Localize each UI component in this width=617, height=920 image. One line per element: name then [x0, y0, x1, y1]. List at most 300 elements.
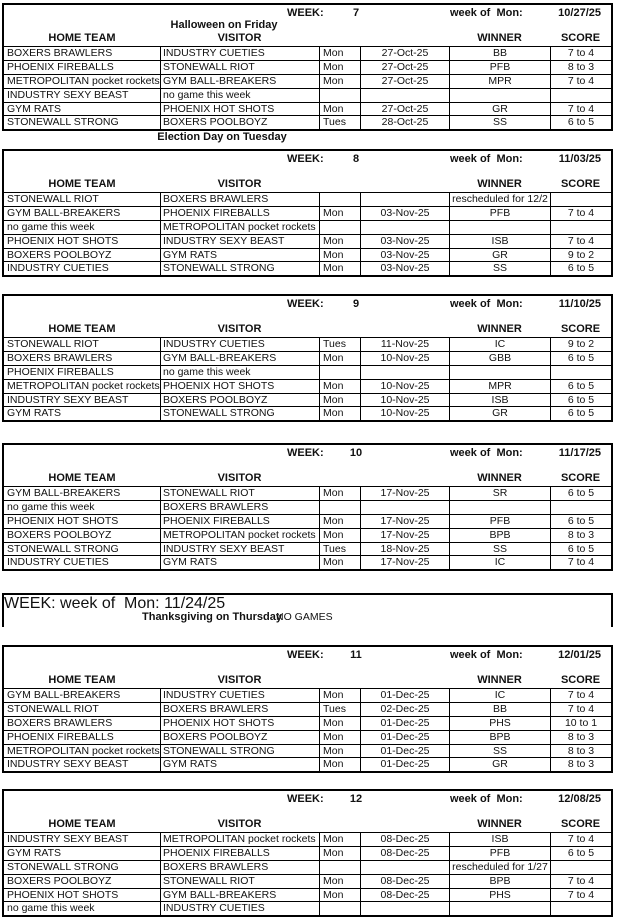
winner-cell: IC: [449, 689, 550, 702]
week-of-date: 12/01/25: [558, 649, 601, 661]
visitor-cell: STONEWALL RIOT: [160, 61, 319, 74]
week-of-label: week of Mon:: [450, 153, 523, 165]
home-team-cell: PHOENIX HOT SHOTS: [7, 514, 119, 527]
game-row: [4, 514, 611, 528]
home-team-cell: PHOENIX FIREBALLS: [7, 365, 114, 378]
score-cell: 7 to 4: [550, 833, 611, 846]
winner-cell: rescheduled for 12/2: [449, 193, 550, 206]
winner-cell: SR: [449, 487, 550, 500]
day-cell: Mon: [319, 352, 360, 365]
day-cell: Tues: [319, 338, 360, 351]
game-row: [4, 220, 611, 234]
day-cell: Mon: [319, 380, 360, 393]
home-team-header: HOME TEAM: [48, 674, 116, 686]
week-of-label: week of Mon:: [450, 649, 523, 661]
visitor-cell: PHOENIX HOT SHOTS: [160, 717, 319, 730]
date-cell: 10-Nov-25: [360, 380, 449, 393]
score-header: SCORE: [560, 472, 601, 484]
week-of-date: 11/10/25: [558, 298, 601, 310]
day-cell: [319, 501, 360, 514]
home-team-cell: STONEWALL STRONG: [7, 860, 119, 873]
visitor-cell: STONEWALL STRONG: [160, 407, 319, 420]
winner-cell: GR: [449, 758, 550, 771]
winner-cell: MPR: [449, 380, 550, 393]
visitor-cell: PHOENIX HOT SHOTS: [160, 380, 319, 393]
week-table-header: [4, 5, 611, 46]
day-cell: Mon: [319, 407, 360, 420]
date-cell: [360, 861, 449, 874]
winner-header: WINNER: [477, 818, 522, 830]
game-row: [4, 406, 611, 420]
score-cell: 7 to 4: [550, 235, 611, 248]
visitor-cell: INDUSTRY CUETIES: [160, 338, 319, 351]
games-rows: [4, 192, 611, 275]
visitor-cell: GYM RATS: [160, 758, 319, 771]
date-cell: 17-Nov-25: [360, 556, 449, 569]
score-cell: 7 to 4: [550, 689, 611, 702]
home-team-cell: PHOENIX FIREBALLS: [7, 60, 114, 73]
score-cell: [550, 193, 611, 206]
day-cell: [319, 193, 360, 206]
home-team-header: HOME TEAM: [48, 472, 116, 484]
home-team-cell: PHOENIX HOT SHOTS: [7, 888, 119, 901]
game-row: [4, 888, 611, 902]
visitor-header: VISITOR: [217, 323, 262, 335]
home-team-cell: GYM BALL-BREAKERS: [7, 206, 121, 219]
home-team-cell: METROPOLITAN pocket rockets: [7, 379, 160, 392]
date-cell: 27-Oct-25: [360, 47, 449, 60]
date-cell: [360, 366, 449, 379]
day-cell: Mon: [319, 394, 360, 407]
holiday-note: Thanksgiving on Thursday: [142, 611, 282, 623]
column-headers: [4, 818, 611, 831]
score-cell: 6 to 5: [550, 262, 611, 275]
visitor-cell: METROPOLITAN pocket rockets: [160, 833, 319, 846]
score-header: SCORE: [560, 178, 601, 190]
game-row: [4, 74, 611, 88]
game-row: [4, 192, 611, 206]
day-cell: Tues: [319, 703, 360, 716]
winner-cell: [449, 366, 550, 379]
week-label: WEEK:: [4, 595, 56, 612]
visitor-header: VISITOR: [217, 32, 262, 44]
week-label: WEEK:: [287, 447, 324, 459]
game-row: [4, 60, 611, 74]
home-team-cell: PHOENIX FIREBALLS: [7, 730, 114, 743]
score-cell: 9 to 2: [550, 338, 611, 351]
visitor-cell: BOXERS POOLBOYZ: [160, 394, 319, 407]
day-cell: Mon: [319, 847, 360, 860]
week-of-date: 11/17/25: [558, 447, 601, 459]
week-of-label: week of Mon:: [450, 7, 523, 19]
score-cell: [550, 89, 611, 102]
day-cell: Mon: [319, 758, 360, 771]
winner-cell: IC: [449, 556, 550, 569]
home-team-cell: BOXERS POOLBOYZ: [7, 528, 112, 541]
date-cell: 10-Nov-25: [360, 407, 449, 420]
home-team-cell: INDUSTRY SEXY BEAST: [7, 393, 129, 406]
visitor-cell: INDUSTRY CUETIES: [160, 902, 319, 915]
score-header: SCORE: [560, 674, 601, 686]
visitor-cell: PHOENIX FIREBALLS: [160, 207, 319, 220]
score-cell: 8 to 3: [550, 731, 611, 744]
winner-cell: PHS: [449, 717, 550, 730]
home-team-header: HOME TEAM: [48, 818, 116, 830]
day-cell: Mon: [319, 487, 360, 500]
week-number: 11: [350, 649, 362, 661]
game-row: [4, 702, 611, 716]
day-cell: [319, 366, 360, 379]
winner-cell: BPB: [449, 529, 550, 542]
day-cell: Mon: [319, 207, 360, 220]
date-cell: 08-Dec-25: [360, 847, 449, 860]
game-row: [4, 365, 611, 379]
visitor-cell: BOXERS POOLBOYZ: [160, 731, 319, 744]
day-cell: Mon: [319, 875, 360, 888]
visitor-cell: STONEWALL RIOT: [160, 875, 319, 888]
column-headers: [4, 178, 611, 191]
home-team-cell: STONEWALL RIOT: [7, 338, 99, 350]
week-number: 7: [352, 7, 360, 19]
visitor-cell: STONEWALL STRONG: [160, 262, 319, 275]
home-team-cell: STONEWALL STRONG: [7, 542, 119, 555]
score-cell: 7 to 4: [550, 47, 611, 60]
day-cell: Tues: [319, 543, 360, 556]
score-cell: [550, 501, 611, 514]
visitor-cell: INDUSTRY SEXY BEAST: [160, 235, 319, 248]
visitor-cell: PHOENIX FIREBALLS: [160, 515, 319, 528]
game-row: [4, 901, 611, 915]
visitor-cell: STONEWALL STRONG: [160, 745, 319, 758]
day-cell: Mon: [319, 61, 360, 74]
week-table: [2, 294, 613, 422]
day-cell: [319, 221, 360, 234]
week-label: WEEK:: [287, 649, 324, 661]
visitor-cell: GYM RATS: [160, 249, 319, 262]
day-cell: Mon: [319, 103, 360, 116]
day-cell: Mon: [319, 249, 360, 262]
day-cell: Mon: [319, 75, 360, 88]
score-cell: 7 to 4: [550, 875, 611, 888]
week-of-date: 11/03/25: [558, 153, 601, 165]
score-header: SCORE: [560, 818, 601, 830]
day-cell: [319, 861, 360, 874]
score-cell: [550, 366, 611, 379]
home-team-cell: BOXERS POOLBOYZ: [7, 874, 112, 887]
no-games-label: NO GAMES: [276, 611, 333, 623]
winner-cell: SS: [449, 262, 550, 275]
winner-cell: [449, 221, 550, 234]
week-of-label: week of Mon:: [450, 447, 523, 459]
game-row: [4, 248, 611, 262]
game-row: [4, 846, 611, 860]
score-header: SCORE: [560, 32, 601, 44]
week-number: 10: [349, 447, 363, 459]
score-cell: 9 to 2: [550, 249, 611, 262]
visitor-header: VISITOR: [217, 472, 262, 484]
week-table: [2, 443, 613, 571]
home-team-header: HOME TEAM: [48, 323, 116, 335]
winner-cell: BB: [449, 703, 550, 716]
day-cell: Mon: [319, 47, 360, 60]
score-cell: 6 to 5: [550, 515, 611, 528]
home-team-cell: STONEWALL STRONG: [7, 116, 119, 129]
column-headers: [4, 472, 611, 485]
games-rows: [4, 46, 611, 129]
visitor-cell: INDUSTRY CUETIES: [160, 47, 319, 60]
home-team-cell: INDUSTRY SEXY BEAST: [7, 833, 129, 845]
score-cell: 7 to 4: [550, 75, 611, 88]
home-team-cell: BOXERS BRAWLERS: [7, 716, 113, 729]
winner-cell: BPB: [449, 731, 550, 744]
score-cell: 6 to 5: [550, 394, 611, 407]
date-cell: [360, 902, 449, 915]
game-row: [4, 206, 611, 220]
date-cell: 28-Oct-25: [360, 116, 449, 129]
week-number: 9: [352, 298, 360, 310]
winner-cell: GBB: [449, 352, 550, 365]
date-cell: 01-Dec-25: [360, 758, 449, 771]
date-cell: 03-Nov-25: [360, 207, 449, 220]
winner-cell: BB: [449, 47, 550, 60]
day-cell: Mon: [319, 689, 360, 702]
week-table: [2, 3, 613, 131]
visitor-header: VISITOR: [217, 818, 262, 830]
game-row: [4, 542, 611, 556]
game-row: [4, 261, 611, 275]
score-cell: 7 to 4: [550, 103, 611, 116]
date-cell: 03-Nov-25: [360, 249, 449, 262]
week-table: [2, 149, 613, 277]
score-cell: 7 to 4: [550, 556, 611, 569]
column-headers: [4, 674, 611, 687]
visitor-cell: BOXERS BRAWLERS: [160, 861, 319, 874]
visitor-cell: METROPOLITAN pocket rockets: [160, 221, 319, 234]
week-label: WEEK:: [287, 153, 324, 165]
week-table-header: [4, 296, 611, 337]
winner-header: WINNER: [477, 323, 522, 335]
score-cell: 6 to 5: [550, 116, 611, 129]
home-team-cell: GYM BALL-BREAKERS: [7, 689, 121, 701]
winner-header: WINNER: [477, 472, 522, 484]
week-label: WEEK:: [287, 793, 324, 805]
game-row: [4, 486, 611, 500]
game-row: [4, 744, 611, 758]
week-table-header: [4, 151, 611, 192]
date-cell: 10-Nov-25: [360, 352, 449, 365]
winner-cell: GR: [449, 407, 550, 420]
score-cell: 7 to 4: [550, 703, 611, 716]
home-team-cell: no game this week: [7, 220, 95, 233]
games-rows: [4, 688, 611, 771]
winner-cell: SS: [449, 745, 550, 758]
game-row: [4, 555, 611, 569]
game-row: [4, 874, 611, 888]
game-row: [4, 688, 611, 702]
week-table-header: [4, 647, 611, 688]
winner-header: WINNER: [477, 674, 522, 686]
home-team-cell: METROPOLITAN pocket rockets: [7, 744, 160, 757]
winner-cell: PHS: [449, 889, 550, 902]
home-team-cell: INDUSTRY SEXY BEAST: [7, 88, 129, 101]
visitor-cell: GYM BALL-BREAKERS: [160, 75, 319, 88]
home-team-cell: GYM RATS: [7, 846, 62, 859]
date-cell: 27-Oct-25: [360, 75, 449, 88]
game-row: [4, 716, 611, 730]
winner-cell: BPB: [449, 875, 550, 888]
visitor-header: VISITOR: [217, 178, 262, 190]
game-row: [4, 115, 611, 129]
week-of-date: 12/08/25: [558, 793, 601, 805]
game-row: [4, 500, 611, 514]
visitor-cell: GYM BALL-BREAKERS: [160, 889, 319, 902]
home-team-cell: STONEWALL RIOT: [7, 702, 99, 715]
score-cell: 6 to 5: [550, 380, 611, 393]
home-team-cell: PHOENIX HOT SHOTS: [7, 234, 119, 247]
home-team-header: HOME TEAM: [48, 32, 116, 44]
home-team-cell: GYM BALL-BREAKERS: [7, 487, 121, 499]
date-cell: [360, 501, 449, 514]
week-number: 12: [349, 793, 363, 805]
date-cell: 08-Dec-25: [360, 889, 449, 902]
game-row: [4, 379, 611, 393]
week-label: WEEK:: [287, 7, 324, 19]
home-team-cell: STONEWALL RIOT: [7, 193, 99, 205]
holiday-note: Halloween on Friday: [170, 19, 278, 31]
game-row: [4, 393, 611, 407]
date-cell: 27-Oct-25: [360, 103, 449, 116]
game-row: [4, 730, 611, 744]
score-cell: 6 to 5: [550, 543, 611, 556]
visitor-cell: PHOENIX HOT SHOTS: [160, 103, 319, 116]
week-label: WEEK:: [287, 298, 324, 310]
visitor-cell: PHOENIX FIREBALLS: [160, 847, 319, 860]
winner-cell: PFB: [449, 515, 550, 528]
date-cell: 08-Dec-25: [360, 875, 449, 888]
game-row: [4, 46, 611, 60]
score-cell: 6 to 5: [550, 352, 611, 365]
score-cell: 6 to 5: [550, 487, 611, 500]
no-games-week-box: [2, 593, 613, 627]
score-cell: 8 to 3: [550, 758, 611, 771]
week-number: 8: [352, 153, 360, 165]
week-of-date: 11/24/25: [164, 595, 226, 612]
winner-cell: GR: [449, 103, 550, 116]
visitor-cell: BOXERS BRAWLERS: [160, 703, 319, 716]
date-cell: 17-Nov-25: [360, 529, 449, 542]
column-headers: [4, 323, 611, 336]
score-cell: [550, 221, 611, 234]
winner-cell: PFB: [449, 207, 550, 220]
date-cell: [360, 89, 449, 102]
score-cell: [550, 902, 611, 915]
games-rows: [4, 486, 611, 569]
home-team-header: HOME TEAM: [48, 178, 116, 190]
winner-cell: PFB: [449, 847, 550, 860]
winner-cell: ISB: [449, 394, 550, 407]
visitor-cell: BOXERS BRAWLERS: [160, 193, 319, 206]
winner-cell: ISB: [449, 833, 550, 846]
day-cell: Mon: [319, 529, 360, 542]
day-cell: Mon: [319, 235, 360, 248]
winner-cell: [449, 501, 550, 514]
score-cell: [550, 861, 611, 874]
home-team-cell: no game this week: [7, 902, 95, 915]
day-cell: Mon: [319, 745, 360, 758]
winner-cell: GR: [449, 249, 550, 262]
visitor-cell: BOXERS BRAWLERS: [160, 501, 319, 514]
visitor-cell: no game this week: [160, 89, 319, 102]
winner-cell: MPR: [449, 75, 550, 88]
week-table: [2, 645, 613, 773]
home-team-cell: INDUSTRY SEXY BEAST: [7, 758, 129, 771]
date-cell: 01-Dec-25: [360, 731, 449, 744]
week-table: [2, 789, 613, 917]
visitor-cell: METROPOLITAN pocket rockets: [160, 529, 319, 542]
game-row: [4, 88, 611, 102]
home-team-cell: INDUSTRY CUETIES: [7, 262, 109, 275]
winner-cell: SS: [449, 116, 550, 129]
visitor-cell: INDUSTRY SEXY BEAST: [160, 543, 319, 556]
winner-header: WINNER: [477, 32, 522, 44]
day-cell: Tues: [319, 116, 360, 129]
date-cell: 03-Nov-25: [360, 235, 449, 248]
game-row: [4, 757, 611, 771]
day-cell: Mon: [319, 833, 360, 846]
day-cell: Mon: [319, 262, 360, 275]
score-cell: 6 to 5: [550, 847, 611, 860]
day-cell: Mon: [319, 889, 360, 902]
winner-cell: PFB: [449, 61, 550, 74]
game-row: [4, 234, 611, 248]
week-table-header: [4, 445, 611, 486]
game-row: [4, 351, 611, 365]
week-of-label: week of Mon:: [450, 793, 523, 805]
date-cell: 01-Dec-25: [360, 689, 449, 702]
week-of-date: 10/27/25: [558, 7, 601, 19]
column-headers: [4, 32, 611, 45]
visitor-header: VISITOR: [217, 674, 262, 686]
visitor-cell: GYM RATS: [160, 556, 319, 569]
game-row: [4, 832, 611, 846]
winner-header: WINNER: [477, 178, 522, 190]
games-rows: [4, 832, 611, 915]
home-team-cell: GYM RATS: [7, 102, 62, 115]
day-cell: Mon: [319, 717, 360, 730]
winner-cell: rescheduled for 1/27: [449, 861, 550, 874]
home-team-cell: no game this week: [7, 500, 95, 513]
date-cell: 08-Dec-25: [360, 833, 449, 846]
games-rows: [4, 337, 611, 420]
home-team-cell: METROPOLITAN pocket rockets: [7, 74, 160, 87]
winner-cell: ISB: [449, 235, 550, 248]
game-row: [4, 860, 611, 874]
score-cell: 8 to 3: [550, 745, 611, 758]
holiday-note: Election Day on Tuesday: [157, 131, 287, 143]
home-team-cell: BOXERS POOLBOYZ: [7, 248, 112, 261]
score-cell: 8 to 3: [550, 529, 611, 542]
day-cell: Mon: [319, 515, 360, 528]
home-team-cell: GYM RATS: [7, 407, 62, 420]
score-cell: 7 to 4: [550, 207, 611, 220]
visitor-cell: GYM BALL-BREAKERS: [160, 352, 319, 365]
winner-cell: [449, 89, 550, 102]
day-cell: [319, 89, 360, 102]
date-cell: 02-Dec-25: [360, 703, 449, 716]
visitor-cell: BOXERS POOLBOYZ: [160, 116, 319, 129]
winner-cell: [449, 902, 550, 915]
score-cell: 6 to 5: [550, 407, 611, 420]
